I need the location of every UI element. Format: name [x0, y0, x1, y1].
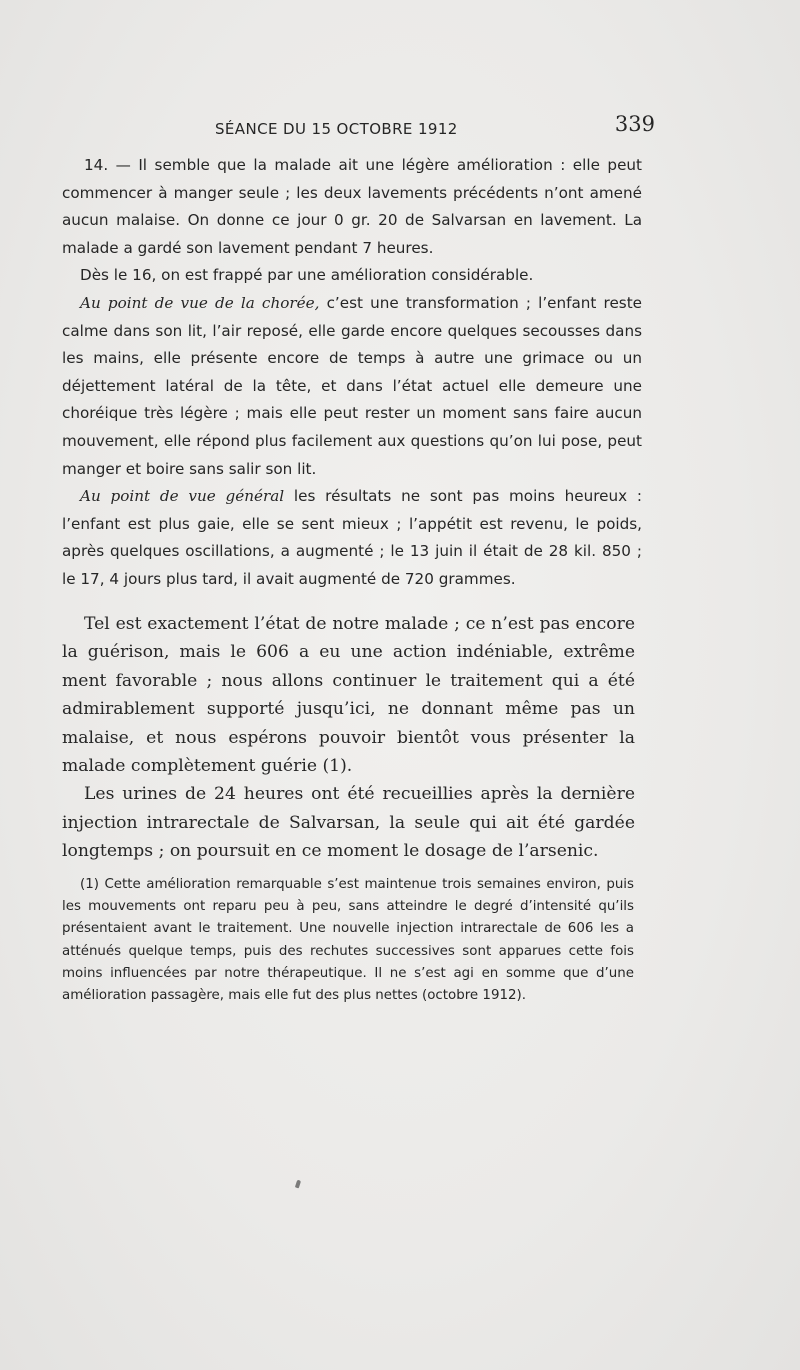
page-header: [215, 112, 655, 144]
footnote: [62, 874, 634, 1007]
paragraph-day-14: 14. — Il semble que la malade ait une légère amélioration : elle peut commencer à manger seule ; les deux lavements précédents n’ont amené aucun malaise. On donne ce jour 0 gr. 20 de Salvarsan en lavement. La malade a gardé son lavement pendant 7 heures.: [62, 156, 642, 257]
ink-speck: [295, 1180, 301, 1189]
italic-lead-chorea: Au point de vue de la chorée,: [80, 293, 320, 312]
footnote-text: (1) Cette amélioration remarquable s’est maintenue trois semaines environ, puis les mouvements ont reparu peu à peu, sans atteindre le degré d’intensité qu’ils présentaient avant le traitement. Une nouvelle injection intrarectale de 606 les a atténués quelque temps, puis des rechutes successives sont apparues cette fois moins influencées par notre thérapeutique. Il ne s’est agi en somme que d’une amélioration passagère, mais elle fut des plus nettes (octobre 1912).: [62, 877, 634, 1004]
paragraph-day-16: Dès le 16, on est frappé par une amélioration considérable.: [80, 266, 534, 285]
running-title: SÉANCE DU 15 OCTOBRE 1912: [215, 120, 458, 138]
conclusion-block: [62, 610, 635, 866]
paragraph-conclusion: Tel est exactement l’état de notre malade ; ce n’est pas encore la guérison, mais le 606 a eu une action indéniable, extrême ment favorable ; nous allons continuer le traitement qui a été admirablement supporté jusqu’ici, ne donnant même pas un malaise, et nous espérons pouvoir bientôt vous présenter la malade complètement guérie (1).: [62, 614, 635, 777]
case-notes-block: [62, 152, 642, 594]
paragraph-urines: Les urines de 24 heures ont été recueillies après la dernière injection intrarectale de Salvarsan, la seule qui ait été gardée longtemps ; on poursuit en ce moment le dosage de l’arsenic.: [62, 784, 635, 862]
paragraph-general: Au point de vue général les résultats ne sont pas moins heureux : l’enfant est plus gaie, elle se sent mieux ; l’appétit est revenu, le poids, après quelques oscillations, a augmenté ; le 13 juin il était de 28 kil. 850 ; le 17, 4 jours plus tard, il avait augmenté de 720 grammes.: [62, 487, 642, 588]
page-number: 339: [614, 112, 655, 136]
italic-lead-general: Au point de vue général: [80, 487, 285, 506]
paragraph-chorea: Au point de vue de la chorée, c’est une transformation ; l’enfant reste calme dans son lit, l’air reposé, elle garde encore quelques secousses dans les mains, elle présente encore de temps à autre une grimace ou un déjettement latéral de la tête, et dans l’état actuel elle demeure une choréique très légère ; mais elle peut rester un moment sans faire aucun mouvement, elle répond plus facilement aux questions qu’on lui pose, peut manger et boire sans salir son lit.: [62, 293, 643, 478]
